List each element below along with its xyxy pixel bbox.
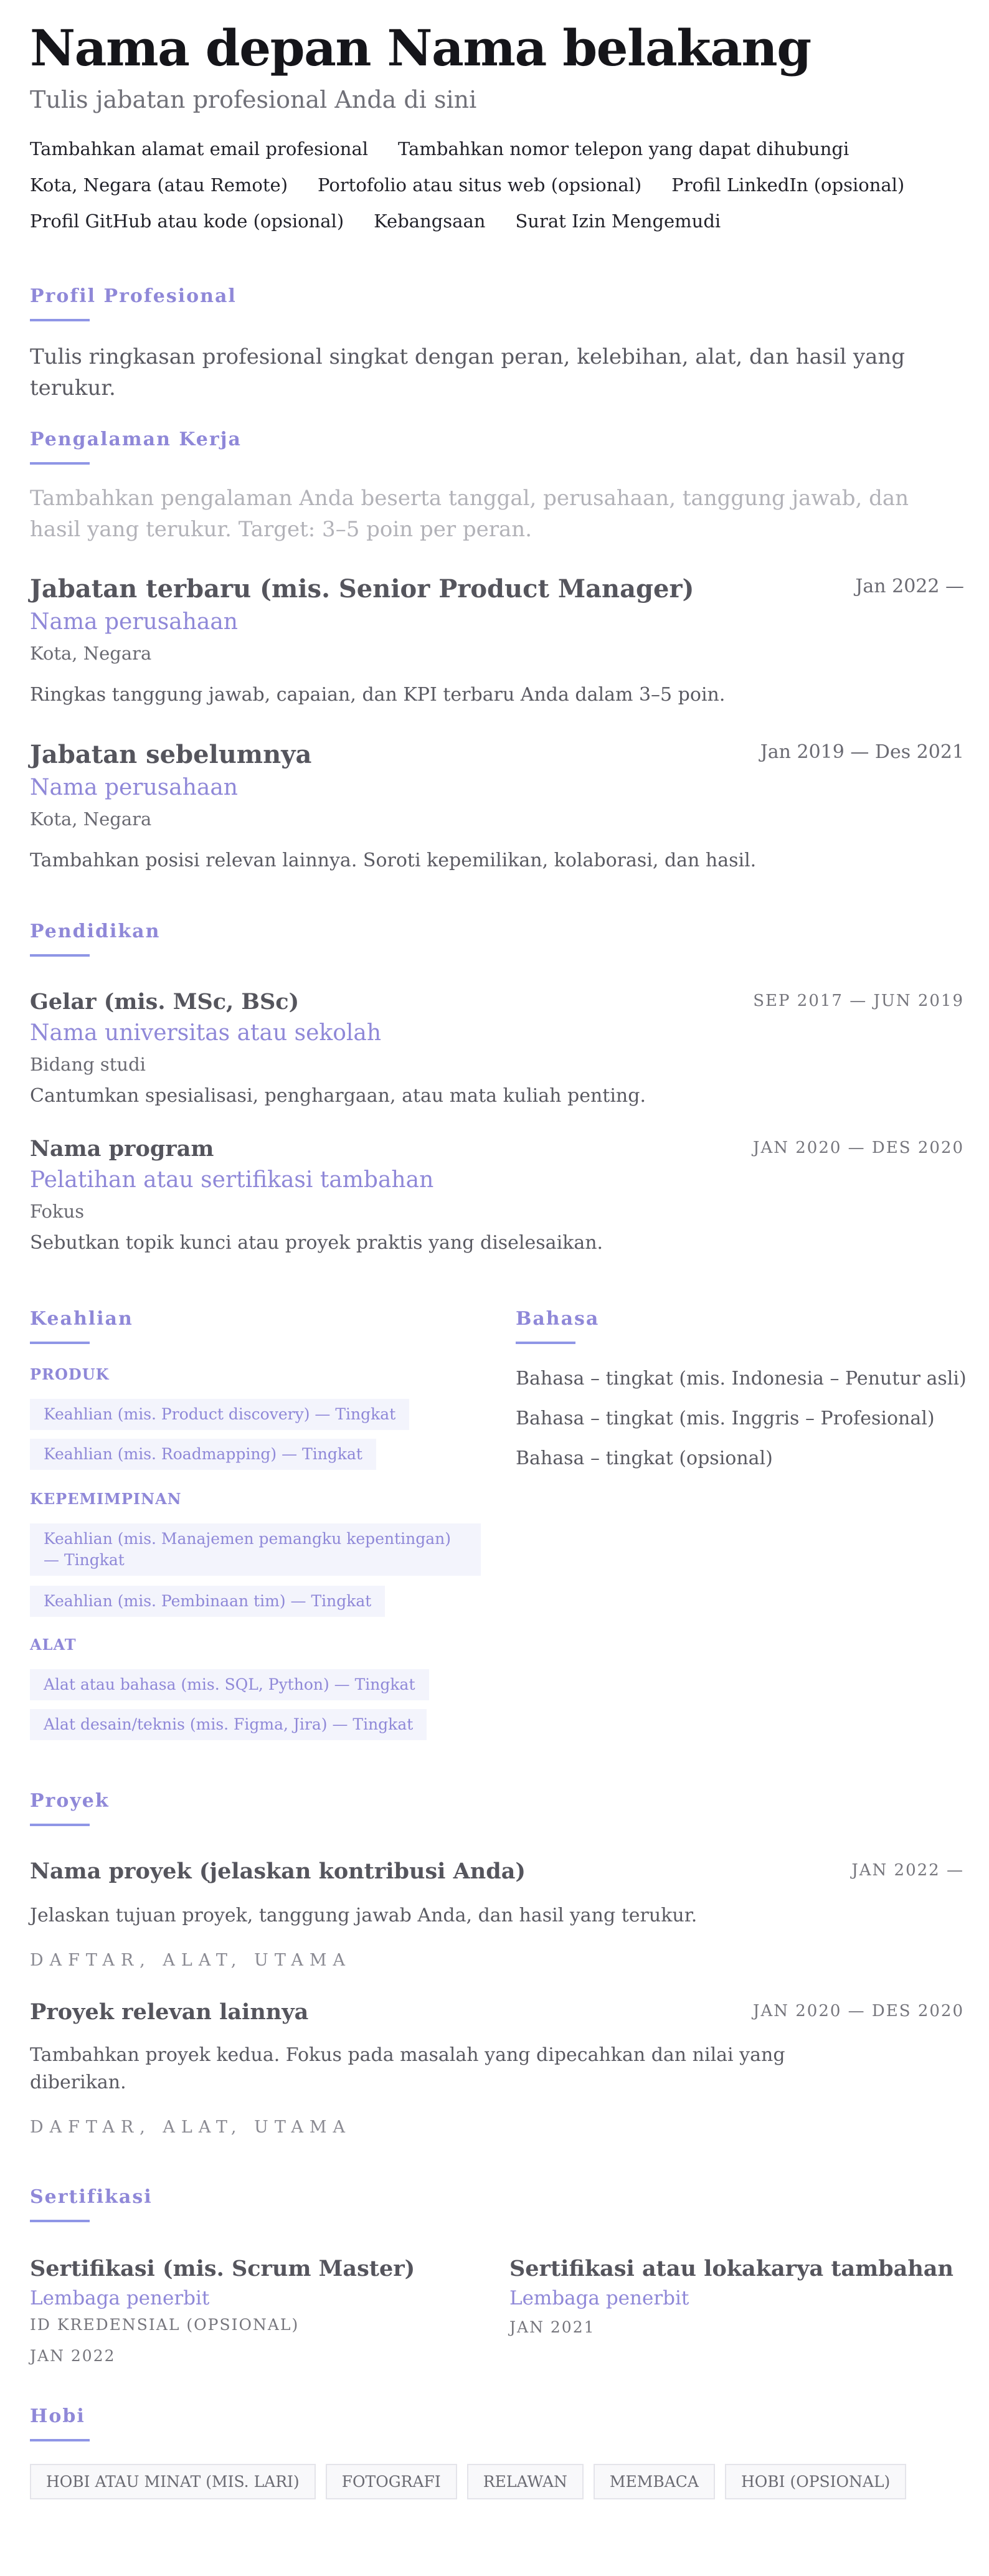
education-degree: Gelar (mis. MSc, BSc) (30, 989, 300, 1015)
hobby-tag: RELAWAN (467, 2464, 584, 2499)
job-description: Tambahkan posisi relevan lainnya. Soroti kepemilikan, kolaborasi, dan hasil. (30, 850, 757, 871)
language-item: Bahasa – tingkat (mis. Indonesia – Penutur asli) (516, 1368, 967, 1390)
project-description: Jelaskan tujuan proyek, tanggung jawab Anda, dan hasil yang terukur. (30, 1905, 698, 1926)
certification-title: Sertifikasi atau lokakarya tambahan (509, 2256, 954, 2281)
education-degree: Nama program (30, 1136, 214, 1162)
certification-issuer: Lembaga penerbit (509, 2287, 689, 2309)
section-rule (30, 319, 90, 321)
job-company: Nama perusahaan (30, 609, 238, 635)
contact-row-3 (30, 211, 750, 232)
project-date: JAN 2022 — (851, 1861, 964, 1880)
hobby-tag: FOTOGRAFI (326, 2464, 457, 2499)
project-description-line: Tambahkan proyek kedua. Fokus pada masalah yang dipecahkan dan nilai yang (30, 2044, 785, 2066)
job-company: Nama perusahaan (30, 775, 238, 800)
education-school: Pelatihan atau sertifikasi tambahan (30, 1167, 434, 1193)
job-location: Kota, Negara (30, 643, 152, 664)
hobby-tag: HOBI (OPSIONAL) (725, 2464, 906, 2499)
project-title: Nama proyek (jelaskan kontribusi Anda) (30, 1859, 526, 1884)
education-date: SEP 2017 — JUN 2019 (753, 992, 964, 1010)
section-rule (516, 1342, 575, 1344)
education-date: JAN 2020 — DES 2020 (753, 1139, 964, 1157)
certification-issuer: Lembaga penerbit (30, 2287, 210, 2309)
section-title-languages: Bahasa (516, 1308, 600, 1330)
project-tags: DAFTAR, ALAT, UTAMA (30, 1951, 351, 1970)
project-description-line: diberikan. (30, 2072, 126, 2093)
contact-nationality: Kebangsaan (374, 211, 486, 232)
job-description: Ringkas tanggung jawab, capaian, dan KPI terbaru Anda dalam 3–5 poin. (30, 684, 726, 706)
candidate-job-title: Tulis jabatan profesional Anda di sini (30, 86, 477, 113)
contact-email[interactable]: Tambahkan alamat email profesional (30, 138, 369, 159)
section-title-projects: Proyek (30, 1790, 110, 1812)
contact-location: Kota, Negara (atau Remote) (30, 174, 288, 196)
job-date: Jan 2022 — (855, 575, 964, 597)
section-rule (30, 2439, 90, 2441)
contact-github[interactable]: Profil GitHub atau kode (opsional) (30, 211, 344, 232)
skill-group-label: PRODUK (30, 1365, 110, 1383)
hobby-tag: MEMBACA (594, 2464, 715, 2499)
certification-title: Sertifikasi (mis. Scrum Master) (30, 2256, 415, 2281)
section-title-certifications: Sertifikasi (30, 2186, 153, 2208)
contact-phone[interactable]: Tambahkan nomor telepon yang dapat dihubungi (398, 138, 849, 159)
section-title-hobbies: Hobi (30, 2405, 85, 2427)
section-rule (30, 954, 90, 957)
education-description: Sebutkan topik kunci atau proyek praktis yang diselesaikan. (30, 1232, 603, 1254)
skill-chip: Keahlian (mis. Manajemen pemangku kepentingan) — Tingkat (30, 1523, 481, 1576)
section-title-profile: Profil Profesional (30, 285, 237, 307)
skill-group-label: ALAT (30, 1636, 77, 1654)
job-location: Kota, Negara (30, 808, 152, 830)
contact-driving-license: Surat Izin Mengemudi (515, 211, 721, 232)
skill-chip: Keahlian (mis. Roadmapping) — Tingkat (30, 1439, 376, 1470)
certification-date: JAN 2022 (30, 2347, 116, 2365)
contact-row-1 (30, 138, 879, 159)
hobby-list (30, 2464, 906, 2499)
section-rule (30, 1824, 90, 1826)
job-title: Jabatan sebelumnya (30, 740, 312, 769)
education-field: Bidang studi (30, 1054, 146, 1075)
project-title: Proyek relevan lainnya (30, 1999, 309, 2025)
skill-chip: Keahlian (mis. Product discovery) — Tingkat (30, 1399, 409, 1430)
section-rule (30, 2220, 90, 2222)
section-title-experience: Pengalaman Kerja (30, 429, 242, 450)
project-date: JAN 2020 — DES 2020 (753, 2002, 964, 2020)
skill-chip: Keahlian (mis. Pembinaan tim) — Tingkat (30, 1586, 385, 1617)
certification-credential-id: ID KREDENSIAL (OPSIONAL) (30, 2316, 300, 2334)
contact-row-2 (30, 174, 934, 196)
project-tags: DAFTAR, ALAT, UTAMA (30, 2118, 351, 2137)
skill-chip: Alat atau bahasa (mis. SQL, Python) — Tingkat (30, 1669, 429, 1700)
skill-group-label: KEPEMIMPINAN (30, 1490, 182, 1508)
job-date: Jan 2019 — Des 2021 (760, 741, 964, 763)
skill-chip: Alat desain/teknis (mis. Figma, Jira) — Tingkat (30, 1709, 427, 1740)
education-description: Cantumkan spesialisasi, penghargaan, atau mata kuliah penting. (30, 1085, 646, 1107)
contact-linkedin[interactable]: Profil LinkedIn (opsional) (671, 174, 905, 196)
section-rule (30, 1342, 90, 1344)
education-field: Fokus (30, 1201, 85, 1222)
candidate-name: Nama depan Nama belakang (30, 19, 811, 77)
section-rule (30, 462, 90, 465)
experience-hint: Tambahkan pengalaman Anda beserta tanggal, perusahaan, tanggung jawab, dan hasil yang terukur. Target: 3–5 poin per peran. (30, 486, 909, 542)
hobby-tag: HOBI ATAU MINAT (MIS. LARI) (30, 2464, 316, 2499)
section-title-education: Pendidikan (30, 921, 161, 942)
language-item: Bahasa – tingkat (mis. Inggris – Profesional) (516, 1408, 935, 1429)
profile-summary: Tulis ringkasan profesional singkat dengan peran, kelebihan, alat, dan hasil yang terukur. (30, 344, 906, 400)
education-school: Nama universitas atau sekolah (30, 1020, 382, 1046)
certification-date: JAN 2021 (509, 2318, 595, 2336)
job-title: Jabatan terbaru (mis. Senior Product Manager) (30, 574, 694, 604)
section-title-skills: Keahlian (30, 1308, 133, 1330)
contact-portfolio[interactable]: Portofolio atau situs web (opsional) (318, 174, 642, 196)
language-item: Bahasa – tingkat (opsional) (516, 1447, 773, 1469)
